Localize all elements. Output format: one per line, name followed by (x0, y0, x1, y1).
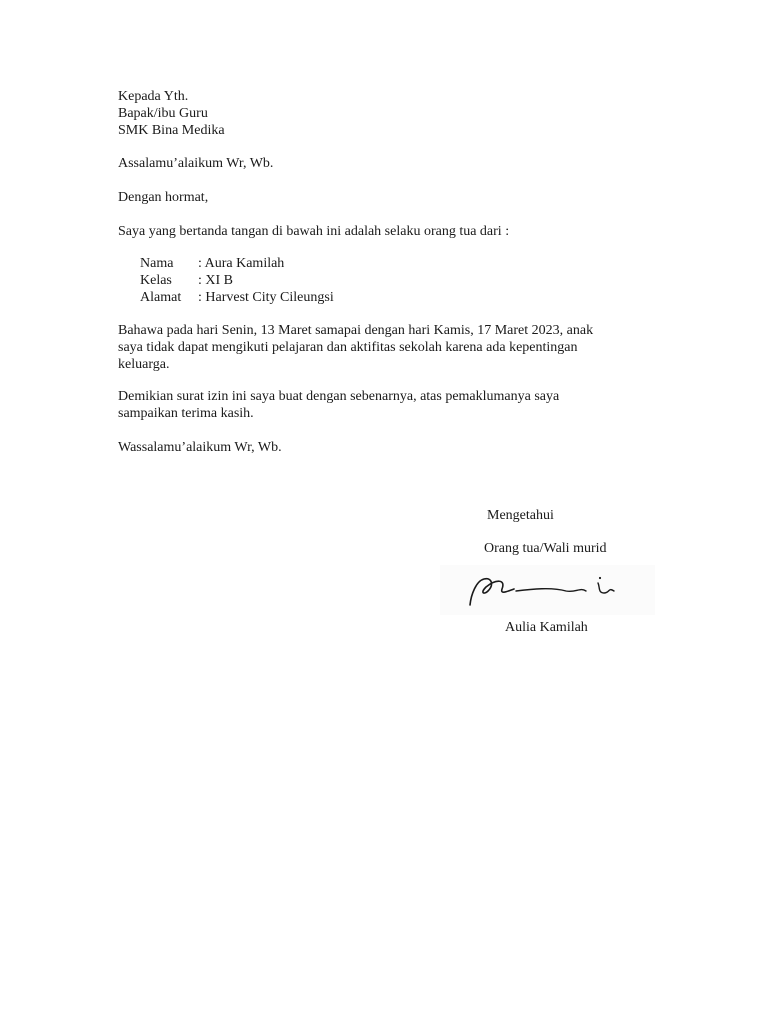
student-address-row (140, 289, 334, 306)
opening-greeting: Assalamu’alaikum Wr, Wb. (118, 156, 274, 171)
student-class-value: : XI B (198, 273, 233, 288)
body-paragraph-1 (118, 322, 638, 373)
body-paragraph-2 (118, 388, 638, 422)
student-address-value: : Harvest City Cileungsi (198, 290, 334, 305)
student-name-label: Nama (140, 256, 174, 271)
recipient-line-3: SMK Bina Medika (118, 123, 225, 138)
acknowledge-label: Mengetahui (487, 508, 554, 523)
handwritten-signature (440, 565, 655, 615)
signature-drawing (440, 565, 655, 615)
student-name-row (140, 255, 284, 272)
salutation: Dengan hormat, (118, 190, 209, 205)
body-paragraph-2-line-2: sampaikan terima kasih. (118, 406, 254, 421)
intro-text: Saya yang bertanda tangan di bawah ini adalah selaku orang tua dari : (118, 224, 510, 239)
student-name-value: : Aura Kamilah (198, 256, 285, 271)
recipient-line-2: Bapak/ibu Guru (118, 106, 208, 121)
body-paragraph-1-line-3: keluarga. (118, 357, 170, 372)
student-address-label: Alamat (140, 290, 182, 305)
body-paragraph-2-line-1: Demikian surat izin ini saya buat dengan sebenarnya, atas pemaklumanya saya (118, 389, 560, 404)
student-class-row (140, 272, 233, 289)
student-class-label: Kelas (140, 273, 172, 288)
body-paragraph-1-line-2: saya tidak dapat mengikuti pelajaran dan aktifitas sekolah karena ada kepentingan (118, 340, 578, 355)
signer-role: Orang tua/Wali murid (484, 541, 607, 556)
signer-name: Aulia Kamilah (505, 620, 588, 635)
recipient-line-1: Kepada Yth. (118, 89, 189, 104)
body-paragraph-1-line-1: Bahawa pada hari Senin, 13 Maret samapai dengan hari Kamis, 17 Maret 2023, anak (118, 323, 594, 338)
closing-greeting: Wassalamu’alaikum Wr, Wb. (118, 440, 282, 455)
